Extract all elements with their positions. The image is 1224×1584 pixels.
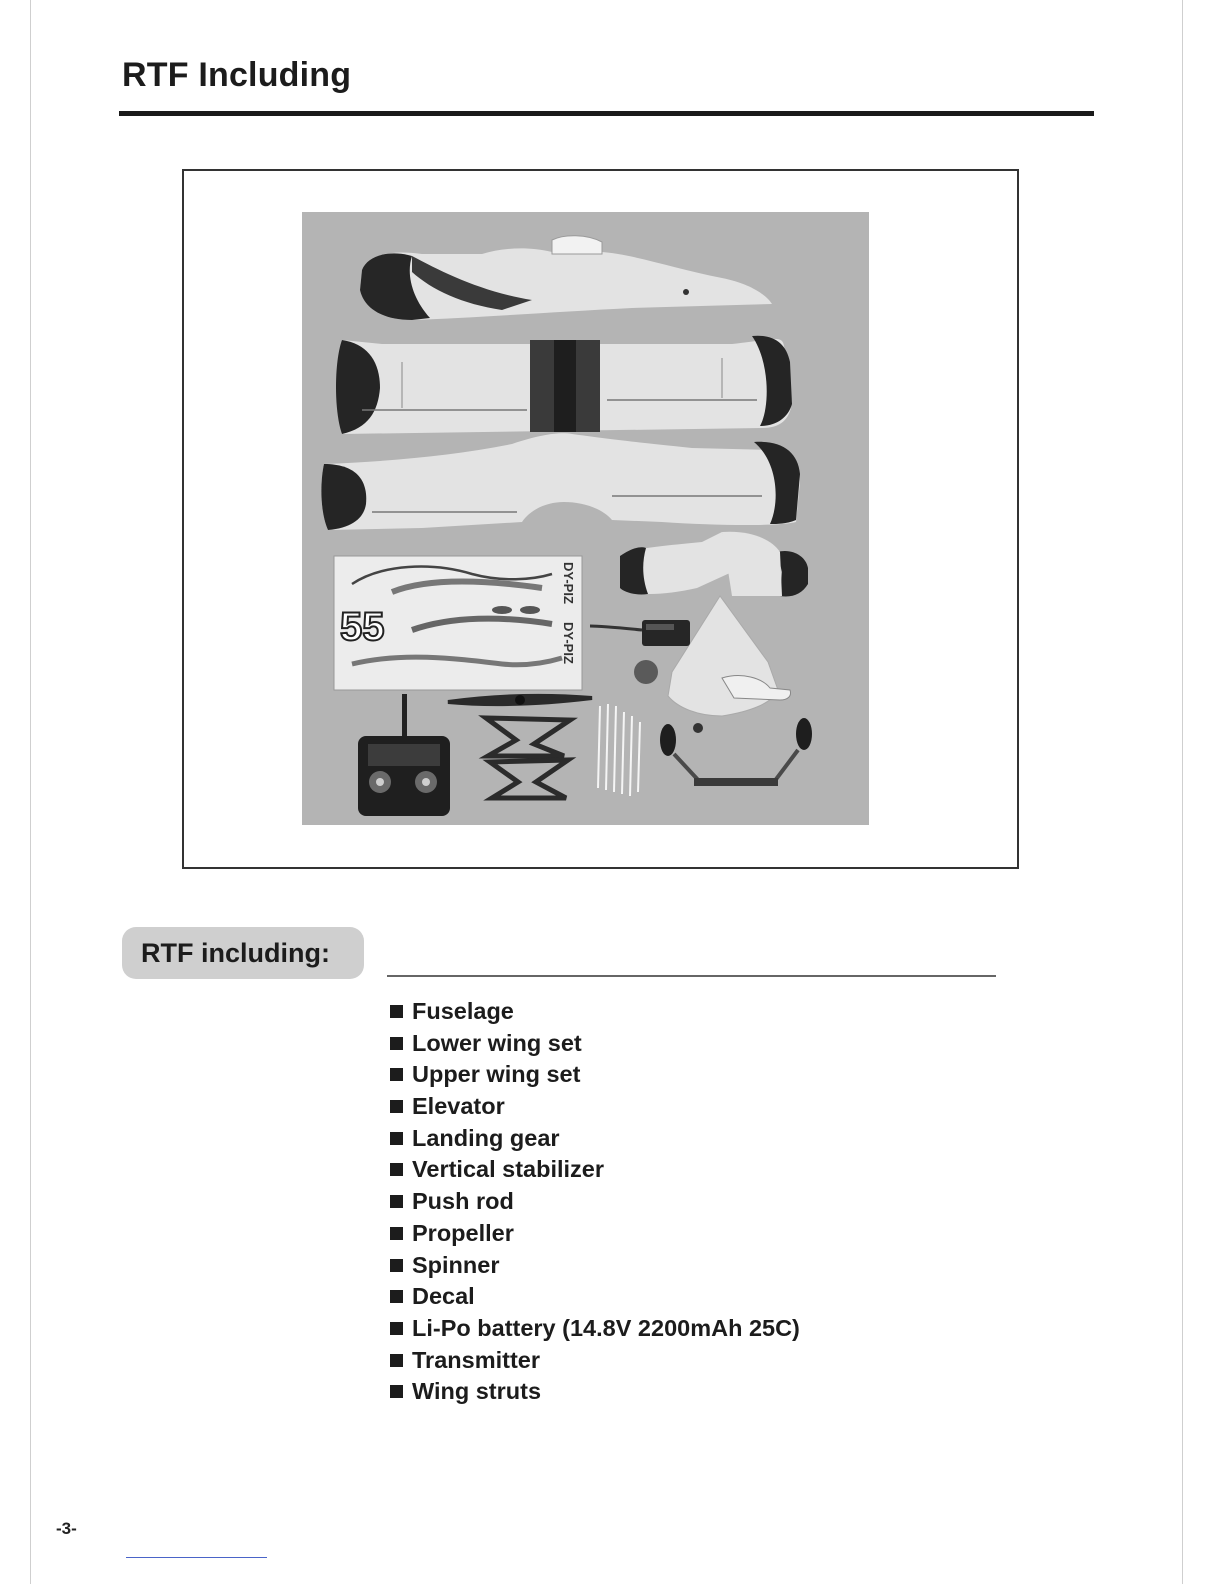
bullet-icon xyxy=(390,1290,403,1303)
kit-contents-photo xyxy=(302,212,869,825)
list-item xyxy=(390,1281,800,1313)
list-item xyxy=(390,1313,800,1345)
decal-sheet xyxy=(334,556,582,690)
section-rule xyxy=(387,975,996,977)
page-number: -3- xyxy=(56,1519,77,1538)
page-title: RTF Including xyxy=(122,56,352,94)
bullet-icon xyxy=(390,1132,403,1145)
list-item xyxy=(390,1345,800,1377)
svg-text:DY-PIZ: DY-PIZ xyxy=(561,622,576,664)
item-label: Spinner xyxy=(412,1251,500,1278)
item-label: Elevator xyxy=(412,1093,505,1120)
bullet-icon xyxy=(390,1068,403,1081)
list-item xyxy=(390,1186,800,1218)
item-label: Upper wing set xyxy=(412,1061,581,1088)
bullet-icon xyxy=(390,1385,403,1398)
title-rule xyxy=(119,111,1094,116)
bullet-icon xyxy=(390,1354,403,1367)
item-label: Transmitter xyxy=(412,1346,540,1373)
list-item xyxy=(390,1218,800,1250)
bullet-icon xyxy=(390,1037,403,1050)
list-item xyxy=(390,1250,800,1282)
item-label: Lower wing set xyxy=(412,1029,582,1056)
bullet-icon xyxy=(390,1259,403,1272)
bullet-icon xyxy=(390,1227,403,1240)
page-border-right xyxy=(1182,0,1183,1584)
list-item xyxy=(390,1376,800,1408)
list-item xyxy=(390,1154,800,1186)
svg-text:55: 55 xyxy=(340,605,385,649)
item-label: Propeller xyxy=(412,1219,514,1246)
item-label: Landing gear xyxy=(412,1124,560,1151)
bullet-icon xyxy=(390,1322,403,1335)
section-label: RTF including: xyxy=(122,927,364,979)
list-item xyxy=(390,1059,800,1091)
list-item xyxy=(390,1123,800,1155)
item-label: Li-Po battery (14.8V 2200mAh 25C) xyxy=(412,1314,800,1341)
bullet-icon xyxy=(390,1005,403,1018)
svg-text:DY-PIZ: DY-PIZ xyxy=(561,562,576,604)
item-label: Decal xyxy=(412,1283,475,1310)
item-label: Fuselage xyxy=(412,998,514,1024)
spinner-part xyxy=(634,660,658,684)
bullet-icon xyxy=(390,1195,403,1208)
included-items-list xyxy=(390,996,800,1408)
item-label: Vertical stabilizer xyxy=(412,1156,605,1183)
item-label: Wing struts xyxy=(412,1378,542,1405)
bullet-icon xyxy=(390,1163,403,1176)
item-label: Push rod xyxy=(412,1188,514,1215)
upper-wing-part xyxy=(336,336,792,434)
list-item xyxy=(390,1091,800,1123)
footer-link-underline[interactable] xyxy=(126,1557,267,1558)
list-item xyxy=(390,996,800,1028)
page-border-left xyxy=(30,0,31,1584)
list-item xyxy=(390,1028,800,1060)
bullet-icon xyxy=(390,1100,403,1113)
